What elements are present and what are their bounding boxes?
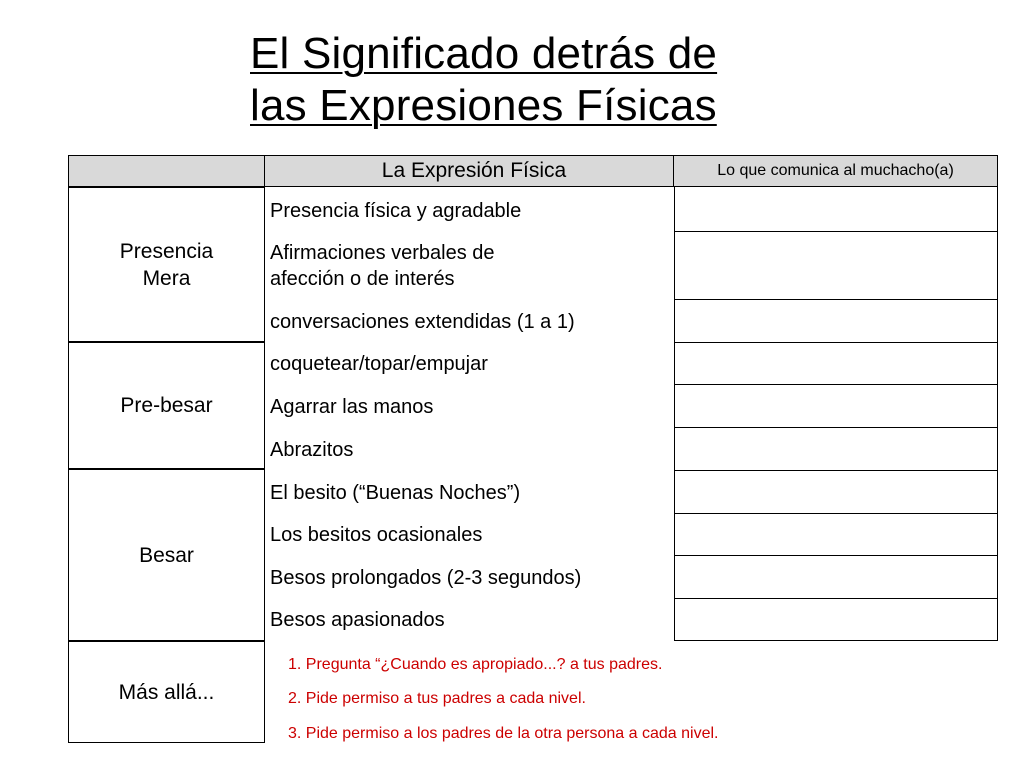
note-item: 1. Pregunta “¿Cuando es apropiado...? a tus padres. <box>288 656 663 673</box>
group-label-line: Pre-besar <box>120 394 213 417</box>
communicates-cell <box>674 514 998 556</box>
note-item: 3. Pide permiso a los padres de la otra persona a cada nivel. <box>288 725 719 742</box>
page-title <box>250 28 810 132</box>
expression-row <box>264 343 674 385</box>
communicates-cell <box>674 300 998 343</box>
header-blank-cell <box>68 155 264 187</box>
note-item: 2. Pide permiso a tus padres a cada nivel. <box>288 690 586 707</box>
group-cell-mas-alla <box>68 641 264 743</box>
communicates-cell <box>674 385 998 428</box>
expression-text: Los besitos ocasionales <box>270 524 483 546</box>
expression-text: Afirmaciones verbales de <box>270 242 495 264</box>
expression-row <box>264 514 674 556</box>
expression-text: Abrazitos <box>270 438 354 461</box>
expression-row <box>264 556 674 599</box>
title-line-1: El Significado detrás de <box>250 29 718 78</box>
communicates-cell <box>674 556 998 599</box>
expression-row <box>264 599 674 641</box>
expression-row <box>264 428 674 471</box>
header-communicates-cell <box>674 155 998 187</box>
communicates-cell <box>674 471 998 514</box>
header-expression-cell <box>264 155 674 187</box>
expression-row <box>264 300 674 343</box>
expression-text: conversaciones extendidas (1 a 1) <box>270 310 575 333</box>
communicates-cell <box>674 343 998 385</box>
expression-text: Besos apasionados <box>270 609 445 631</box>
communicates-cell <box>674 187 998 232</box>
group-label-line: Mera <box>142 266 191 290</box>
group-label-line: Más allá... <box>118 680 215 704</box>
expression-row <box>264 385 674 428</box>
group-cell-presencia-mera <box>68 187 264 342</box>
expression-row <box>264 471 674 514</box>
communicates-cell <box>674 428 998 471</box>
communicates-cell <box>674 599 998 641</box>
expression-text: El besito (“Buenas Noches”) <box>270 481 521 504</box>
expression-text: Agarrar las manos <box>270 395 434 418</box>
expression-row <box>264 190 674 232</box>
expression-text: Presencia física y agradable <box>270 200 522 222</box>
header-expression-label: La Expresión Física <box>381 159 567 182</box>
header-communicates-label: Lo que comunica al muchacho(a) <box>717 162 954 179</box>
group-label-line: Presencia <box>119 239 214 263</box>
group-label-line: Besar <box>139 543 194 567</box>
group-cell-pre-besar <box>68 342 264 469</box>
expression-text: coquetear/topar/empujar <box>270 353 488 375</box>
expression-text: Besos prolongados (2-3 segundos) <box>270 566 582 589</box>
expression-text: afección o de interés <box>270 268 455 290</box>
group-cell-besar <box>68 469 264 641</box>
expression-row <box>264 232 674 300</box>
title-line-2: las Expresiones Físicas <box>250 81 717 130</box>
communicates-cell <box>674 232 998 300</box>
